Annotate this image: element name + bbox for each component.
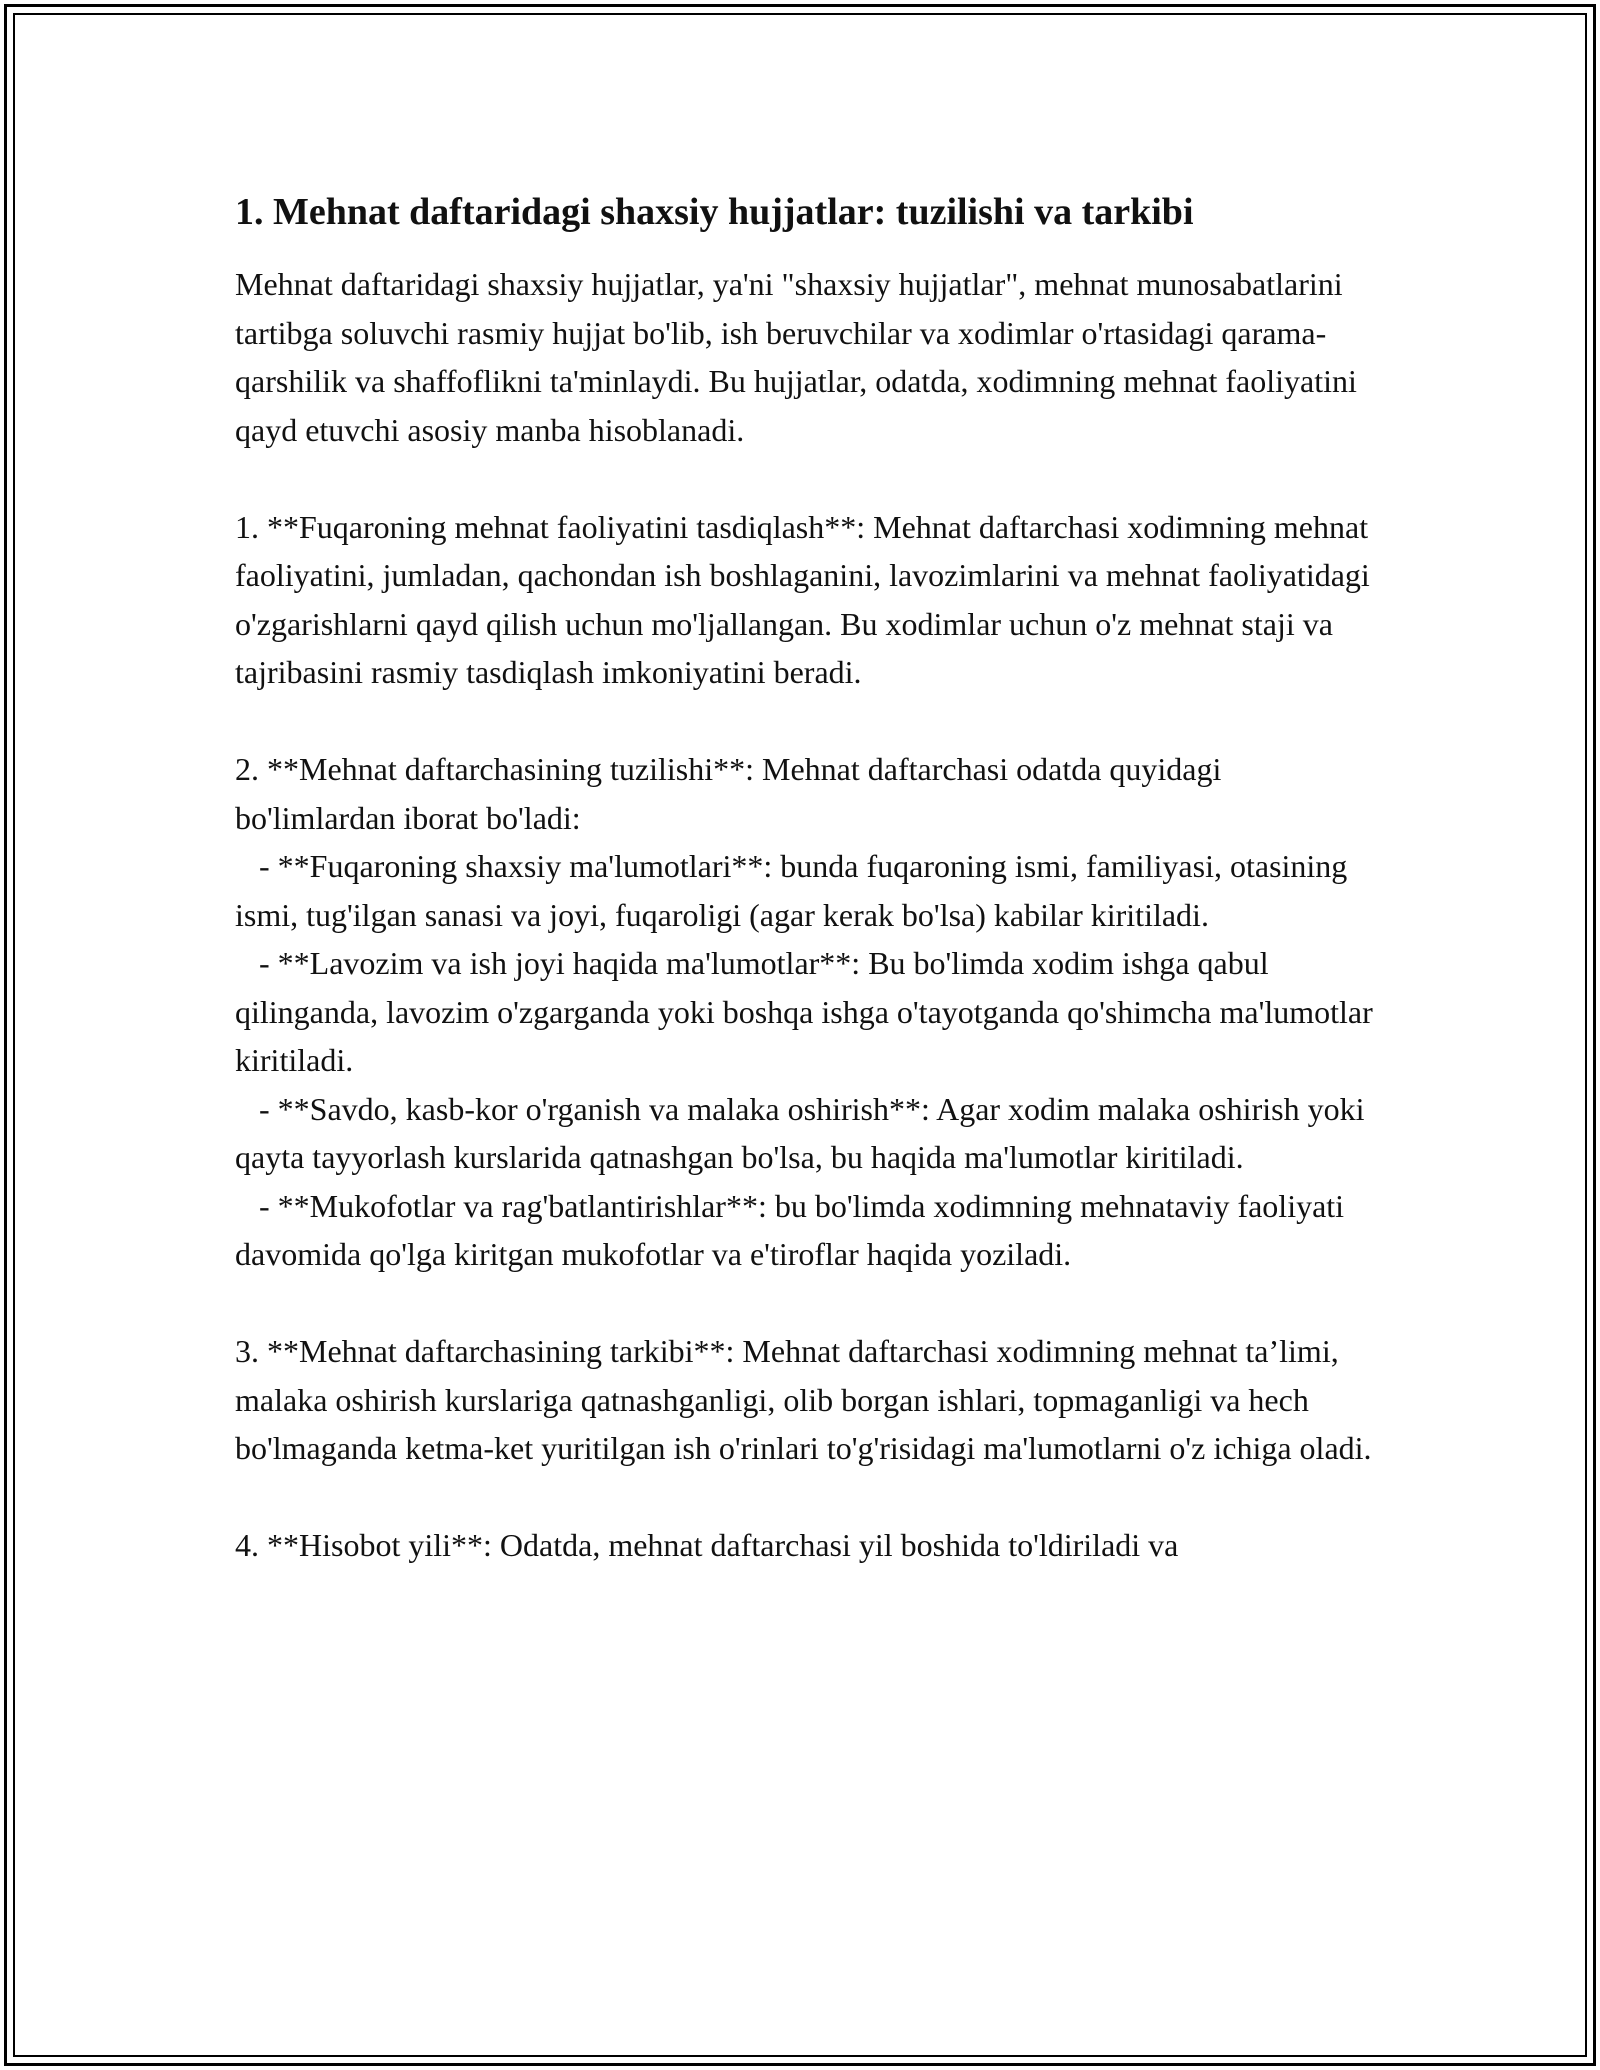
document-title: 1. Mehnat daftaridagi shaxsiy hujjatlar: tuzilishi va tarkibi bbox=[235, 191, 1194, 233]
paragraph-spacer bbox=[235, 697, 1375, 746]
section-2-item-training: - **Savdo, kasb-kor o'rganish va malaka oshirish**: Agar xodim malaka oshirish yoki qayta tayyorlash kurslarida qatnashgan bo'lsa, bu haqida ma'lumotlar kiritiladi. bbox=[235, 1090, 1373, 1175]
intro-paragraph: Mehnat daftaridagi shaxsiy hujjatlar, ya'ni "shaxsiy hujjatlar", mehnat munosabatlarini tartibga soluvchi rasmiy hujjat bo'lib, ish beruvchilar va xodimlar o'rtasidagi qarama-qarshilik va shaffoflikni ta'minlaydi. Bu hujjatlar, odatda, xodimning mehnat faoliyatini qayd etuvchi asosiy manba hisoblanadi. bbox=[235, 266, 1365, 448]
paragraph-spacer bbox=[235, 1279, 1375, 1328]
paragraph-spacer bbox=[235, 454, 1375, 503]
section-1-paragraph: 1. **Fuqaroning mehnat faoliyatini tasdiqlash**: Mehnat daftarchasi xodimning mehnat faoliyatini, jumladan, qachondan ish boshlaganini, lavozimlarini va mehnat faoliyatidagi o'zgarishlarni qayd qilish uchun mo'ljallangan. Bu xodimlar uchun o'z mehnat staji va tajribasini rasmiy tasdiqlash imkoniyatini beradi. bbox=[235, 508, 1378, 690]
section-2-intro: 2. **Mehnat daftarchasining tuzilishi**: Mehnat daftarchasi odatda quyidagi bo'limlardan iborat bo'ladi: bbox=[235, 751, 1230, 836]
section-2-item-awards: - **Mukofotlar va rag'batlantirishlar**: bu bo'limda xodimning mehnataviy faoliyati davomida qo'lga kiritgan mukofotlar va e'tiroflar haqida yoziladi. bbox=[235, 1187, 1353, 1272]
section-2-item-personal-data: - **Fuqaroning shaxsiy ma'lumotlari**: bunda fuqaroning ismi, familiyasi, otasining ismi, tug'ilgan sanasi va joyi, fuqaroligi (agar kerak bo'lsa) kabilar kiritiladi. bbox=[235, 848, 1356, 933]
section-2-item-position-info: - **Lavozim va ish joyi haqida ma'lumotlar**: Bu bo'limda xodim ishga qabul qilinganda, lavozim o'zgarganda yoki boshqa ishga o'tayotganda qo'shimcha ma'lumotlar kiritiladi. bbox=[235, 945, 1381, 1078]
paragraph-spacer bbox=[235, 1473, 1375, 1522]
section-4-paragraph: 4. **Hisobot yili**: Odatda, mehnat daftarchasi yil boshida to'ldiriladi va bbox=[235, 1527, 1179, 1563]
section-3-paragraph: 3. **Mehnat daftarchasining tarkibi**: Mehnat daftarchasi xodimning mehnat ta’limi, malaka oshirish kurslariga qatnashganligi, olib borgan ishlari, topmaganligi va hech bo'lmaganda ketma-ket yuritilgan ish o'rinlari to'g'risidagi ma'lumotlarni o'z ichiga oladi. bbox=[235, 1333, 1372, 1466]
document-body bbox=[235, 188, 1381, 1570]
